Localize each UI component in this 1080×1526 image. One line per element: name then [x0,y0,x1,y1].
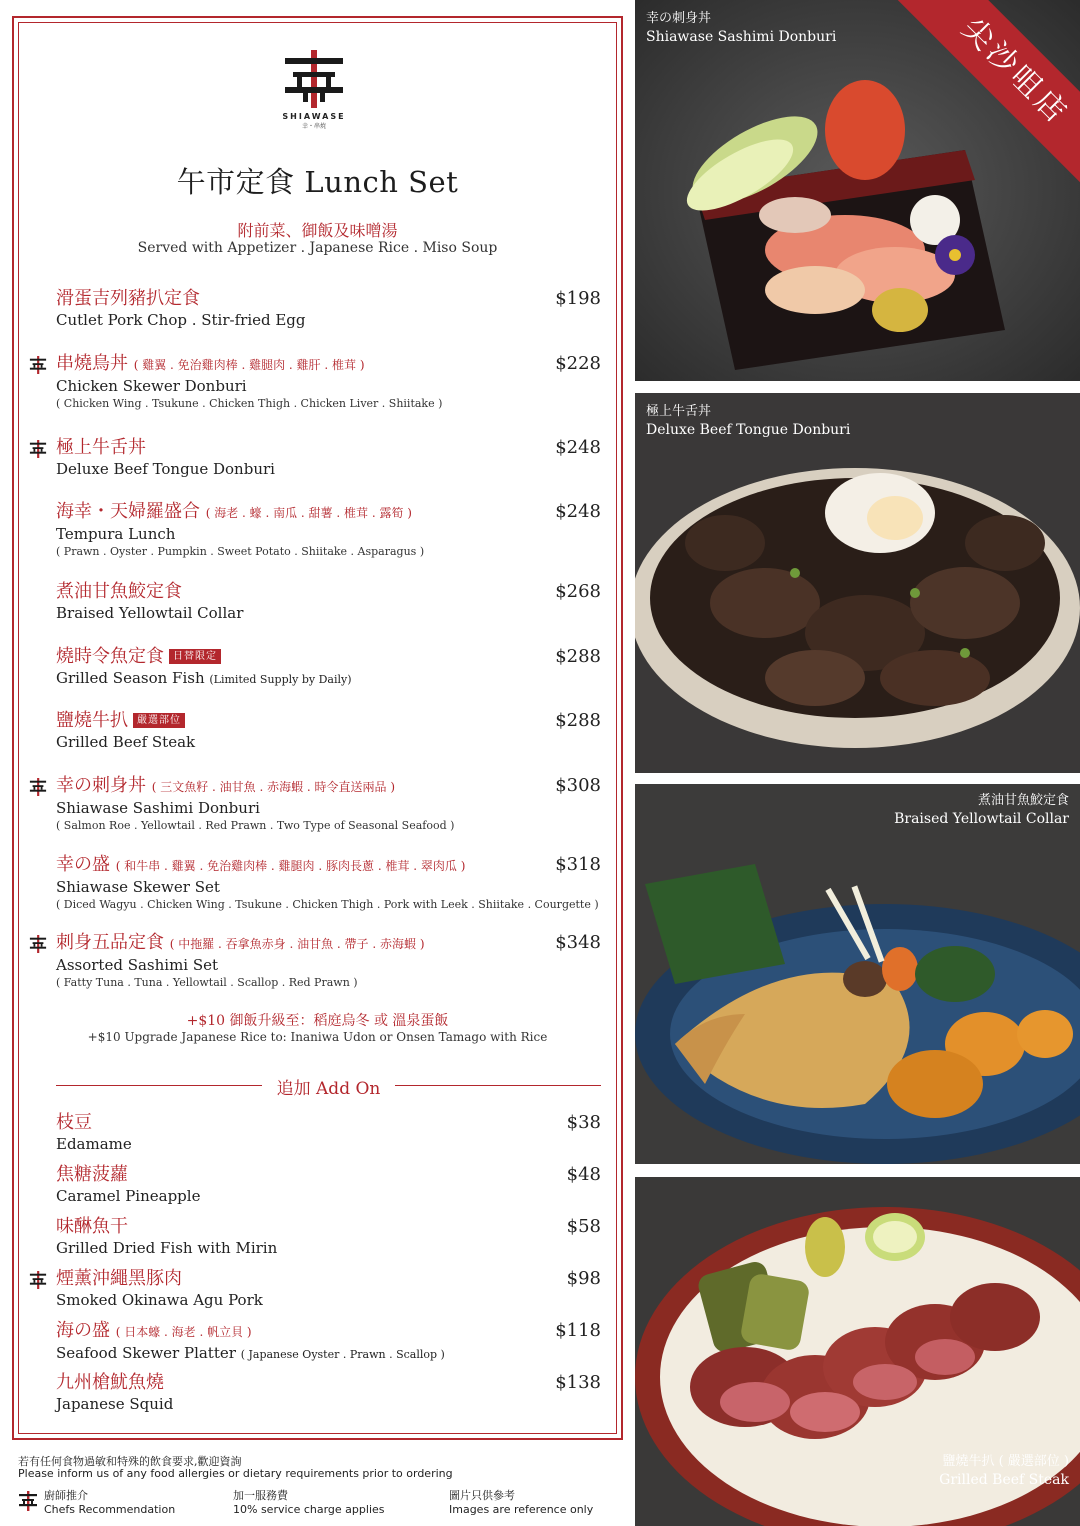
brand-name: SHIAWASE [282,112,346,121]
item-name-cn: 幸の刺身丼 [56,775,146,796]
branch-ribbon-label: 尖沙咀店 [886,0,1080,201]
item-name-cn: 幸の盛 [56,854,110,875]
chef-recommend-icon [29,440,47,458]
item-note-en: (Limited Supply by Daily) [209,673,352,686]
addon-detail-cn: ( 日本蠔 . 海老 . 帆立貝 ) [115,1325,252,1339]
photo-caption-en: Deluxe Beef Tongue Donburi [646,422,851,438]
item-name-cn: 串燒鳥丼 [56,353,128,374]
legend-reference [449,1487,593,1516]
divider-line [56,1085,262,1086]
addon-name-en: Caramel Pineapple [56,1187,201,1205]
menu-item [56,437,601,479]
item-note-en: ( Salmon Roe . Yellowtail . Red Prawn . Two Type of Seasonal Seafood ) [56,819,455,832]
addon-detail-en: ( Japanese Oyster . Prawn . Scallop ) [240,1348,445,1361]
addon-name-en: Seafood Skewer Platter [56,1344,236,1362]
addon-item [56,1320,601,1365]
menu-item [56,353,601,411]
menu-item [56,501,601,559]
allergy-note-cn: 若有任何食物過敏和特殊的飲食要求,歡迎資詢 [18,1455,242,1468]
addon-price: $48 [566,1164,601,1185]
item-name-en: Deluxe Beef Tongue Donburi [56,460,275,478]
item-note-en: ( Fatty Tuna . Tuna . Yellowtail . Scallop . Red Prawn ) [56,976,358,989]
addon-price: $98 [566,1268,601,1289]
item-price: $198 [555,288,601,309]
menu-item [56,932,601,990]
item-name-en: Tempura Lunch [56,525,176,543]
addon-name-cn: 味醂魚干 [56,1216,128,1237]
addon-heading: 追加 Add On [276,1079,381,1099]
item-detail-cn: ( 中拖羅 . 吞拿魚赤身 . 油甘魚 . 帶子 . 赤海蝦 ) [169,937,425,951]
item-detail-cn: ( 三文魚籽 . 油甘魚 . 赤海蝦 . 時令直送兩品 ) [151,780,396,794]
item-name-cn: 燒時令魚定食 [56,646,164,667]
menu-item [56,288,601,330]
photo-caption [939,1453,1069,1489]
addon-price: $118 [555,1320,601,1341]
photo-caption-cn: 鹽燒牛扒 ( 嚴選部位 ) [942,1454,1069,1469]
item-price: $228 [555,353,601,374]
chef-recommend-icon [29,935,47,953]
branch-ribbon [875,0,1080,205]
item-note-en: ( Chicken Wing . Tsukune . Chicken Thigh . Chicken Liver . Shiitake ) [56,397,443,410]
photo-caption-cn: 極上牛舌丼 [646,404,712,419]
addon-name-cn: 焦糖菠蘿 [56,1164,128,1185]
item-name-en: Braised Yellowtail Collar [56,604,244,622]
item-name-cn: 極上牛舌丼 [56,437,146,458]
chef-recommend-icon [29,1271,47,1289]
photo-caption-en: Shiawase Sashimi Donburi [646,29,837,45]
item-price: $248 [555,437,601,458]
item-name-cn: 刺身五品定食 [56,932,164,953]
addon-name-cn: 枝豆 [56,1112,92,1133]
item-name-en: Shiawase Skewer Set [56,878,220,896]
item-name-en: Shiawase Sashimi Donburi [56,799,260,817]
legend-reference-cn: 圖片只供參考 [449,1489,515,1502]
addon-item [56,1216,601,1258]
legend-service-cn: 加一服務費 [233,1489,288,1502]
item-name-en: Cutlet Pork Chop . Stir-fried Egg [56,311,306,329]
legend-service-en: 10% service charge applies [233,1503,385,1516]
item-name-cn: 鹽燒牛扒 [56,710,128,731]
menu-title: 午市定食 Lunch Set [176,165,459,199]
photo-caption-en: Grilled Beef Steak [939,1472,1069,1488]
allergy-note-en: Please inform us of any food allergies or dietary requirements prior to ordering [18,1467,453,1480]
item-price: $288 [555,710,601,731]
item-name-cn: 海幸・天婦羅盛合 [56,501,200,522]
addon-name-en: Grilled Dried Fish with Mirin [56,1239,278,1257]
photo-caption [646,403,850,439]
addon-name-cn: 海の盛 [56,1320,110,1341]
addon-name-en: Smoked Okinawa Agu Pork [56,1291,263,1309]
yellowtail-photo-icon [635,784,1080,1164]
legend-chef [44,1487,175,1516]
beef-tongue-photo-icon [635,393,1080,773]
item-name-en: Chicken Skewer Donburi [56,377,247,395]
addon-price: $38 [566,1112,601,1133]
addon-item [56,1164,601,1206]
legend-chef-en: Chefs Recommendation [44,1503,176,1516]
brand-subname: 幸・串焼 [301,123,326,130]
item-price: $248 [555,501,601,522]
addon-name-en: Japanese Squid [56,1395,174,1413]
shiawase-logo-icon [283,50,345,108]
menu-panel [12,16,623,1440]
item-detail-cn: ( 雞翼 . 免治雞肉棒 . 雞腿肉 . 雞肝 . 椎茸 ) [133,358,365,372]
menu-item [56,710,601,752]
chef-recommend-icon [29,356,47,374]
photo-beef-tongue [635,393,1080,773]
photo-caption [894,792,1069,828]
item-name-en: Assorted Sashimi Set [56,956,219,974]
item-name-cn: 滑蛋吉列豬扒定食 [56,288,200,309]
menu-item [56,581,601,623]
addon-item [56,1372,601,1414]
addon-name-cn: 九州槍魷魚燒 [56,1372,164,1393]
menu-item [56,646,601,690]
addon-item [56,1268,601,1310]
item-price: $348 [555,932,601,953]
item-note-en: ( Diced Wagyu . Chicken Wing . Tsukune . Chicken Thigh . Pork with Leek . Shiitake . Courgette ) [56,898,599,911]
brand-logo [282,50,346,142]
legend-reference-en: Images are reference only [449,1503,594,1516]
photo-caption-cn: 幸の刺身丼 [646,11,712,26]
item-detail-cn: ( 和牛串 . 雞翼 . 免治雞肉棒 . 雞腿肉 . 豚肉長蔥 . 椎茸 . 翠肉瓜 ) [115,859,466,873]
item-name-en: Grilled Beef Steak [56,733,196,751]
photo-beef-steak [635,1177,1080,1526]
addon-item [56,1112,601,1154]
photo-caption [646,10,836,46]
item-price: $318 [555,854,601,875]
legend-service [233,1487,385,1516]
item-badge: 嚴選部位 [133,713,185,728]
item-note-en: ( Prawn . Oyster . Pumpkin . Sweet Potato . Shiitake . Asparagus ) [56,545,425,558]
addon-divider [56,1074,601,1099]
item-price: $308 [555,775,601,796]
menu-subtitle-cn: 附前菜、御飯及味噌湯 [237,221,398,240]
item-price: $288 [555,646,601,667]
divider-line [395,1085,601,1086]
addon-price: $138 [555,1372,601,1393]
menu-item [56,854,601,912]
chef-recommend-icon [18,1491,38,1511]
photo-caption-en: Braised Yellowtail Collar [894,811,1069,827]
addon-name-en: Edamame [56,1135,132,1153]
photo-caption-cn: 煮油甘魚鮫定食 [977,793,1069,808]
photo-yellowtail [635,784,1080,1164]
chef-recommend-icon [29,778,47,796]
addon-price: $58 [566,1216,601,1237]
legend-chef-cn: 廚師推介 [44,1489,88,1502]
menu-subtitle-en: Served with Appetizer . Japanese Rice . Miso Soup [137,240,498,256]
addon-name-cn: 煙薰沖繩黑豚肉 [56,1268,182,1289]
item-name-en: Grilled Season Fish [56,669,205,687]
item-name-cn: 煮油甘魚鮫定食 [56,581,182,602]
menu-item [56,775,601,833]
upgrade-note-cn: +$10 御飯升級至：稻庭烏冬 或 溫泉蛋飯 [186,1013,449,1029]
upgrade-note-en: +$10 Upgrade Japanese Rice to: Inaniwa Udon or Onsen Tamago with Rice [87,1030,548,1044]
item-badge: 日替限定 [169,649,221,664]
item-detail-cn: ( 海老 . 蠔 . 南瓜 . 甜薯 . 椎茸 . 露筍 ) [205,506,412,520]
item-price: $268 [555,581,601,602]
